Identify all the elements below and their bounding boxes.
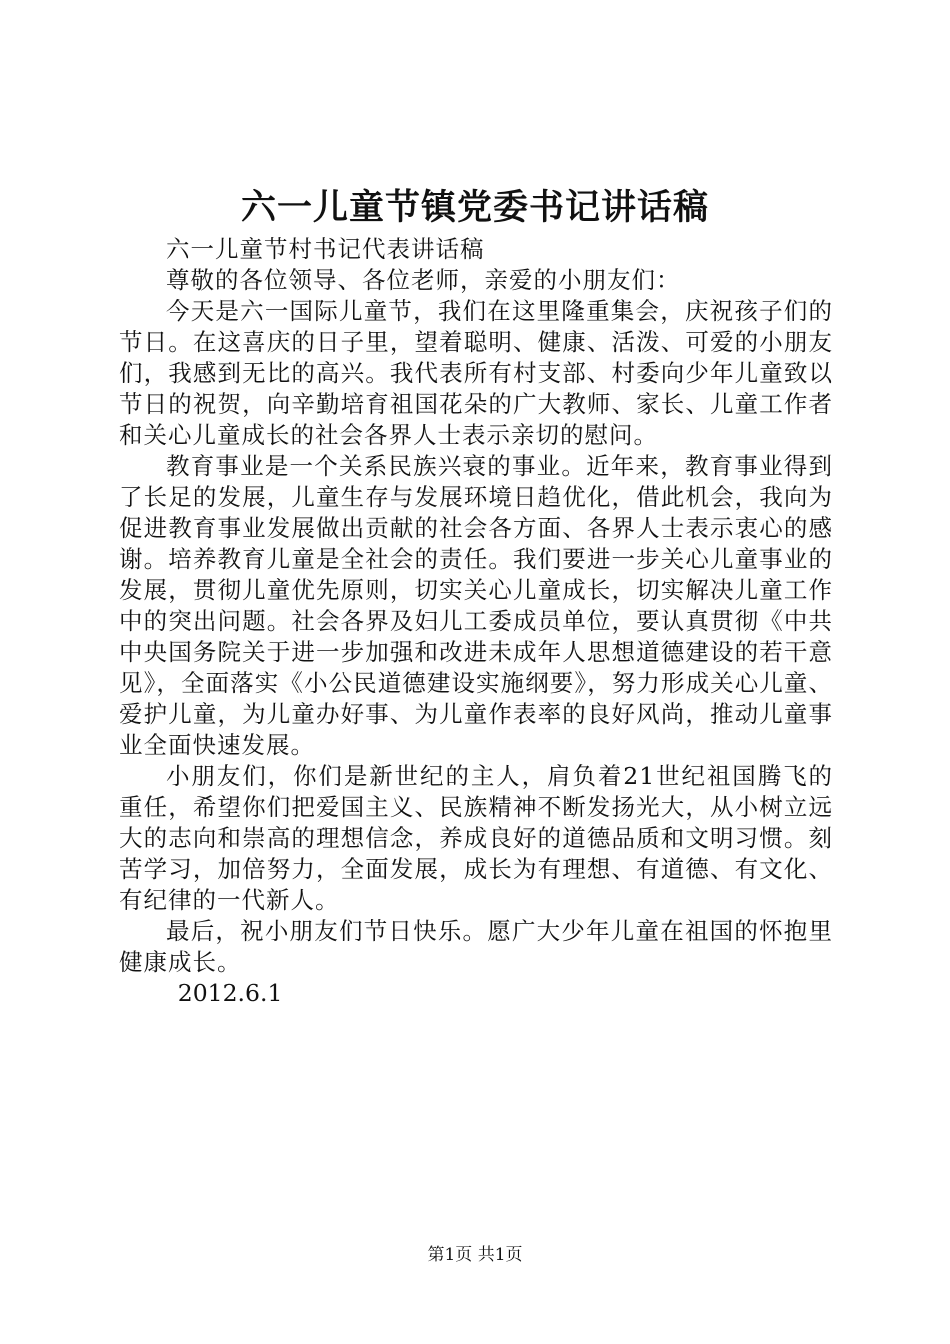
document-body (119, 234, 833, 1009)
document-title: 六一儿童节镇党委书记讲话稿 (240, 187, 709, 228)
salutation-paragraph: 尊敬的各位领导、各位老师，亲爱的小朋友们： (166, 266, 681, 294)
page-footer: 第1页 共1页 (427, 1245, 523, 1265)
body-paragraph: 小朋友们，你们是新世纪的主人，肩负着21世纪祖国腾飞的重任，希望你们把爱国主义、民族精神不断发扬光大，从小树立远大的志向和崇高的理想信念，养成良好的道德品质和文明习惯。刻苦学习，加倍努力，全面发展，成长为有理想、有道德、有文化、有纪律的一代新人。 (119, 762, 833, 914)
document-date: 2012.6.1 (177, 979, 283, 1007)
closing-paragraph: 最后，祝小朋友们节日快乐。愿广大少年儿童在祖国的怀抱里健康成长。 (119, 917, 833, 976)
body-paragraph: 教育事业是一个关系民族兴衰的事业。近年来，教育事业得到了长足的发展，儿童生存与发展环境日趋优化，借此机会，我向为促进教育事业发展做出贡献的社会各方面、各界人士表示衷心的感谢。培养教育儿童是全社会的责任。我们要进一步关心儿童事业的发展，贯彻儿童优先原则，切实关心儿童成长，切实解决儿童工作中的突出问题。社会各界及妇儿工委成员单位，要认真贯彻《中共中央国务院关于进一步加强和改进未成年人思想道德建设的若干意见》，全面落实《小公民道德建设实施纲要》，努力形成关心儿童、爱护儿童，为儿童办好事、为儿童作表率的良好风尚，推动儿童事业全面快速发展。 (119, 452, 833, 759)
body-paragraph: 今天是六一国际儿童节，我们在这里隆重集会，庆祝孩子们的节日。在这喜庆的日子里，望着聪明、健康、活泼、可爱的小朋友们，我感到无比的高兴。我代表所有村支部、村委向少年儿童致以节日的祝贺，向辛勤培育祖国花朵的广大教师、家长、儿童工作者和关心儿童成长的社会各界人士表示亲切的慰问。 (119, 297, 833, 449)
subtitle-paragraph: 六一儿童节村书记代表讲话稿 (166, 235, 485, 263)
